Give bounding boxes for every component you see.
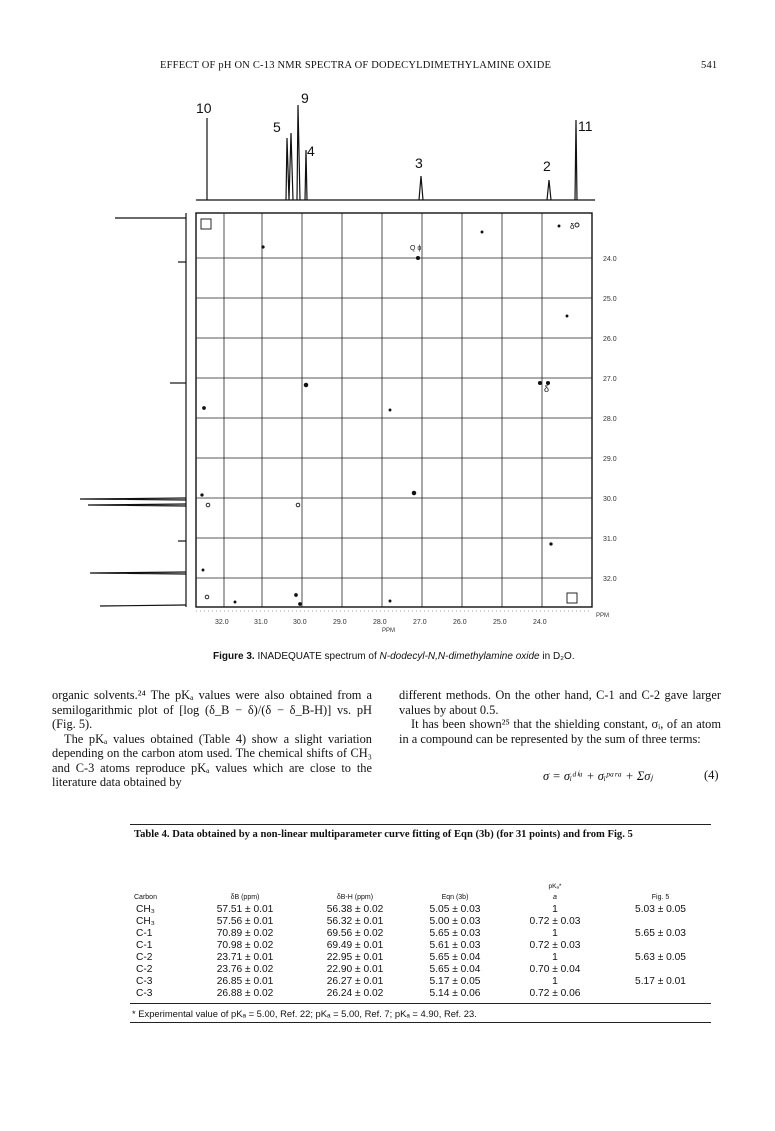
paragraph: different methods. On the other hand, C-1 and C-2 gave larger values by about 0.5. bbox=[399, 688, 721, 717]
peak-label-11: 11 bbox=[578, 118, 593, 134]
paragraph: It has been shown²⁵ that the shielding constant, σᵢ, of an atom in a compound can be represented by the sum of three terms: bbox=[399, 717, 721, 746]
table-cell: 22.90 ± 0.01 bbox=[326, 964, 384, 975]
right-axis bbox=[596, 256, 617, 619]
table-caption-label: Table 4. bbox=[134, 829, 170, 840]
bottom-tick-25: 25.0 bbox=[493, 619, 507, 626]
table-group-header-row bbox=[130, 880, 711, 892]
col-header-a: a bbox=[553, 894, 557, 901]
bottom-tick-30: 30.0 bbox=[293, 619, 307, 626]
table-cell: C-1 bbox=[136, 940, 153, 951]
table-cell bbox=[610, 964, 711, 976]
table-cell: CH₃ bbox=[136, 916, 155, 927]
table-cell: 5.17 ± 0.05 bbox=[429, 976, 481, 987]
left-1d-spectrum bbox=[80, 213, 186, 607]
page-number: 541 bbox=[701, 60, 718, 71]
table-cell bbox=[610, 940, 711, 952]
table-row bbox=[130, 964, 711, 976]
data-table-4 bbox=[130, 880, 711, 1000]
table-cell: 5.65 ± 0.04 bbox=[429, 964, 481, 975]
table-cell: 26.24 ± 0.02 bbox=[326, 988, 384, 999]
table-cell: 5.14 ± 0.06 bbox=[429, 988, 481, 999]
table-footnote-rule bbox=[130, 1003, 711, 1004]
table-caption-text: Data obtained by a non-linear multiparameter curve fitting of Eqn (3b) (for 31 points) and from Fig. 5 bbox=[172, 829, 633, 840]
table-cell: 1 bbox=[552, 928, 558, 939]
table-cell: 56.38 ± 0.02 bbox=[326, 904, 384, 915]
table-cell: 70.89 ± 0.02 bbox=[216, 928, 274, 939]
table-cell: C-2 bbox=[136, 964, 153, 975]
running-title: EFFECT OF pH ON C-13 NMR SPECTRA OF DODECYLDIMETHYLAMINE OXIDE bbox=[160, 60, 552, 71]
peak-label-3: 3 bbox=[415, 155, 423, 171]
table-cell: C-3 bbox=[136, 976, 153, 987]
contour-plot bbox=[196, 213, 592, 607]
table-cell: 5.65 ± 0.03 bbox=[635, 928, 686, 939]
peak-9 bbox=[297, 105, 300, 200]
plot-grid bbox=[196, 213, 592, 607]
table-cell: 0.72 ± 0.03 bbox=[529, 940, 581, 951]
peak-3 bbox=[419, 176, 423, 200]
figure-caption-text: INADEQUATE spectrum of bbox=[257, 651, 377, 662]
bottom-axis-unit: PPM bbox=[382, 628, 396, 634]
bottom-tick-32: 32.0 bbox=[215, 619, 229, 626]
table-cell: 57.51 ± 0.01 bbox=[216, 904, 274, 915]
figure-caption-compound: N-dodecyl-N,N-dimethylamine oxide bbox=[379, 651, 540, 662]
table-cell bbox=[610, 916, 711, 928]
peak-2 bbox=[547, 180, 551, 200]
body-right-column bbox=[399, 688, 721, 746]
figure-caption-tail: in D₂O. bbox=[542, 651, 575, 662]
table-cell: 26.27 ± 0.01 bbox=[326, 976, 384, 987]
table-cell: 5.65 ± 0.03 bbox=[429, 928, 481, 939]
table-cell: 1 bbox=[552, 904, 558, 915]
table-cell: 69.49 ± 0.01 bbox=[326, 940, 384, 951]
contour-label-b: δ bbox=[544, 384, 550, 394]
table-cell: 1 bbox=[552, 952, 558, 963]
table-cell: C-3 bbox=[136, 988, 153, 999]
table-row bbox=[130, 952, 711, 964]
right-tick-26: 26.0 bbox=[603, 336, 617, 343]
paragraph: organic solvents.²⁴ The pKₐ values were also obtained from a semilogarithmic plot of [log (δ_B − δ)/(δ − δ_B-H)] vs. pH (Fig. 5). bbox=[52, 688, 372, 731]
contour-label-c: δ bbox=[570, 222, 575, 231]
bottom-axis bbox=[196, 611, 592, 634]
bottom-tick-24: 24.0 bbox=[533, 619, 547, 626]
peak-label-4: 4 bbox=[307, 143, 315, 159]
peak-label-5: 5 bbox=[273, 119, 281, 135]
table-row bbox=[130, 940, 711, 952]
right-axis-unit: PPM bbox=[596, 613, 610, 619]
table-cell: 26.85 ± 0.01 bbox=[216, 976, 274, 987]
table-cell: 57.56 ± 0.01 bbox=[216, 916, 274, 927]
table-cell: 70.98 ± 0.02 bbox=[216, 940, 274, 951]
right-tick-32: 32.0 bbox=[603, 576, 617, 583]
pka-group-header: pKₐ* bbox=[548, 882, 562, 890]
table-cell: 23.76 ± 0.02 bbox=[216, 964, 274, 975]
col-header-carbon: Carbon bbox=[134, 894, 157, 901]
table-footnote: * Experimental value of pKₐ = 5.00, Ref. 22; pKₐ = 5.00, Ref. 7; pKₐ = 4.90, Ref. 23. bbox=[132, 1008, 477, 1019]
contour-peaks bbox=[201, 219, 579, 605]
body-left-column bbox=[52, 688, 372, 790]
peak-label-10: 10 bbox=[196, 100, 212, 116]
col-header-delta-bh: δB-H (ppm) bbox=[336, 894, 374, 901]
figure-caption bbox=[213, 651, 575, 662]
bottom-tick-26: 26.0 bbox=[453, 619, 467, 626]
table-cell: 1 bbox=[552, 976, 558, 987]
table-cell bbox=[610, 988, 711, 1000]
right-tick-28: 28.0 bbox=[603, 416, 617, 423]
plot-frame bbox=[196, 213, 592, 607]
table-row bbox=[130, 988, 711, 1000]
equation-4: σ = σᵢᵈⁱᵃ + σᵢᵖᵃʳᵃ + Σσⱼ bbox=[543, 769, 653, 783]
col-header-fig5: Fig. 5 bbox=[651, 894, 670, 901]
table-top-rule bbox=[130, 824, 711, 825]
table-cell: 56.32 ± 0.01 bbox=[326, 916, 384, 927]
right-tick-30: 30.0 bbox=[603, 496, 617, 503]
table-row bbox=[130, 904, 711, 916]
bottom-tick-27: 27.0 bbox=[413, 619, 427, 626]
peak-5 bbox=[286, 133, 293, 200]
paragraph: The pKₐ values obtained (Table 4) show a slight variation depending on the carbon atom used. The chemical shifts of CH₃ and C-3 atoms reproduce pKₐ values which are close to the literature data obtained by bbox=[52, 731, 372, 789]
right-tick-29: 29.0 bbox=[603, 456, 617, 463]
peak-label-2: 2 bbox=[543, 158, 551, 174]
table-cell: 0.72 ± 0.06 bbox=[529, 988, 581, 999]
table-cell: 5.05 ± 0.03 bbox=[429, 904, 481, 915]
table-cell: 0.72 ± 0.03 bbox=[529, 916, 581, 927]
bottom-tick-28: 28.0 bbox=[373, 619, 387, 626]
table-row bbox=[130, 928, 711, 940]
table-cell: 5.03 ± 0.05 bbox=[635, 904, 686, 915]
equation-number: (4) bbox=[704, 768, 719, 782]
top-1d-spectrum bbox=[196, 105, 595, 200]
table-row bbox=[130, 976, 711, 988]
table-caption bbox=[134, 828, 674, 842]
contour-label-a: Q ϕ bbox=[410, 245, 422, 252]
table-cell: 23.71 ± 0.01 bbox=[216, 952, 274, 963]
col-header-eqn: Eqn (3b) bbox=[441, 894, 469, 901]
table-cell: 5.63 ± 0.05 bbox=[635, 952, 686, 963]
table-cell: CH₃ bbox=[136, 904, 155, 915]
table-cell: 5.61 ± 0.03 bbox=[429, 940, 481, 951]
right-tick-24: 24.0 bbox=[603, 256, 617, 263]
table-bottom-rule bbox=[130, 1022, 711, 1023]
table-cell: 26.88 ± 0.02 bbox=[216, 988, 274, 999]
table-cell: C-1 bbox=[136, 928, 153, 939]
right-tick-27: 27.0 bbox=[603, 376, 617, 383]
right-tick-25: 25.0 bbox=[603, 296, 617, 303]
table-cell: 5.00 ± 0.03 bbox=[429, 916, 481, 927]
peak-label-9: 9 bbox=[301, 90, 309, 106]
table-row bbox=[130, 916, 711, 928]
table-cell: 5.17 ± 0.01 bbox=[635, 976, 686, 987]
bottom-tick-31: 31.0 bbox=[254, 619, 268, 626]
table-cell: C-2 bbox=[136, 952, 153, 963]
table-cell: 69.56 ± 0.02 bbox=[326, 928, 384, 939]
table-cell: 22.95 ± 0.01 bbox=[326, 952, 384, 963]
table-cell: 0.70 ± 0.04 bbox=[529, 964, 581, 975]
right-tick-31: 31.0 bbox=[603, 536, 617, 543]
col-header-delta-b: δB (ppm) bbox=[230, 894, 260, 901]
bottom-tick-29: 29.0 bbox=[333, 619, 347, 626]
table-cell: 5.65 ± 0.04 bbox=[429, 952, 481, 963]
peak-11 bbox=[575, 120, 577, 200]
figure-caption-label: Figure 3. bbox=[213, 651, 255, 662]
table-header-row bbox=[130, 892, 711, 904]
